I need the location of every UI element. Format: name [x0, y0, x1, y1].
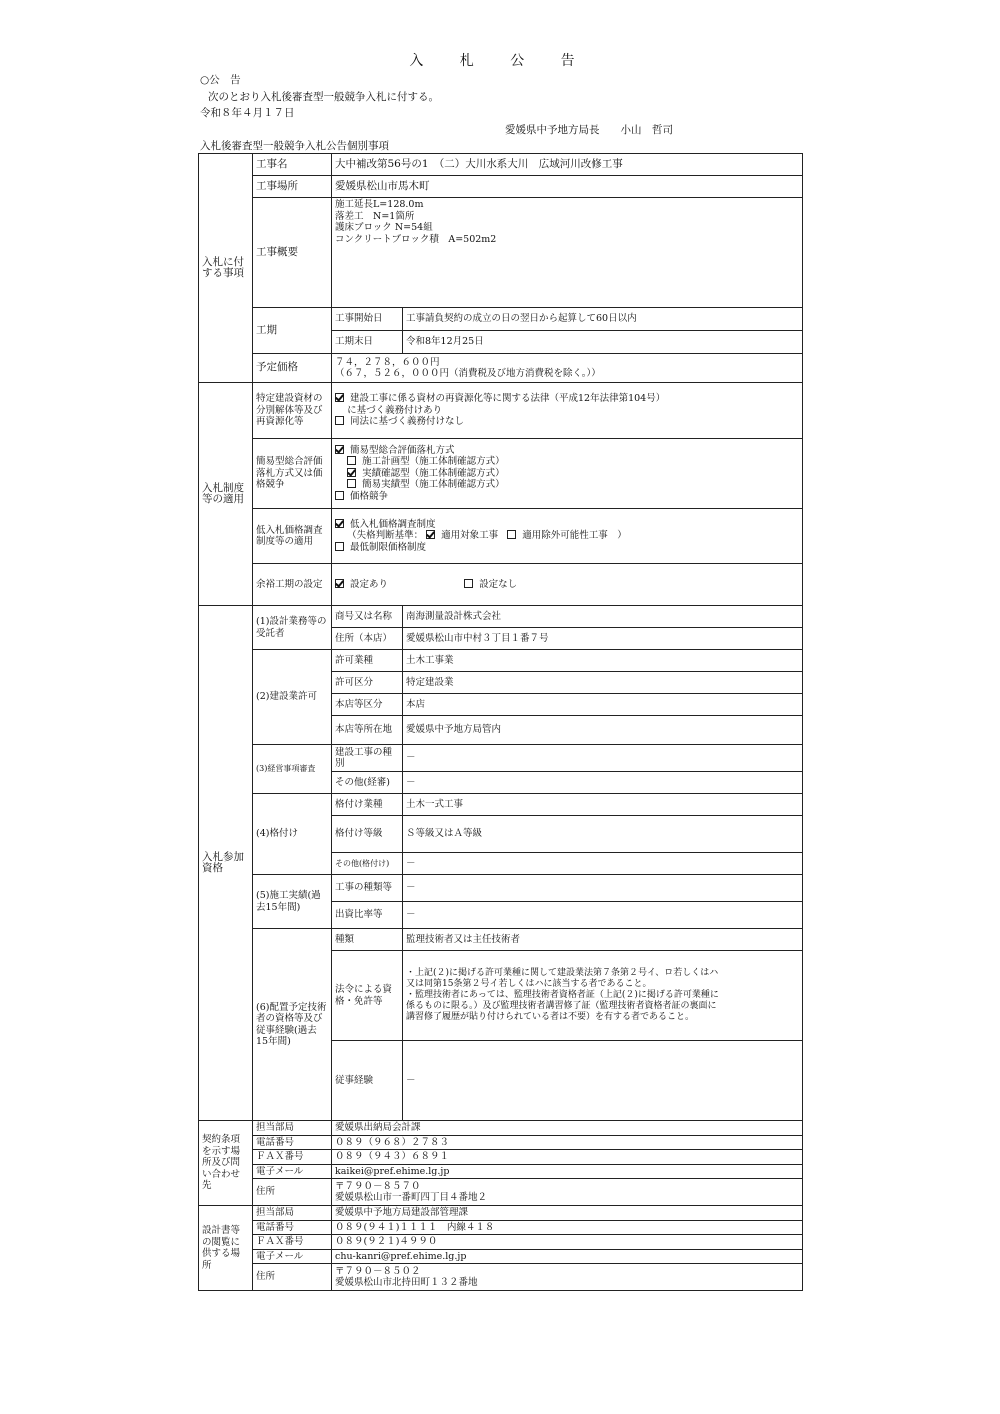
- checkbox-checked: [335, 519, 344, 528]
- low-sub-a: 適用対象工事: [441, 530, 499, 542]
- project-place-label: 工事場所: [253, 176, 332, 198]
- docs-zip: 〒７９０－８５０２: [335, 1265, 421, 1277]
- record-ratio: －: [403, 902, 803, 929]
- docs-tel-label: 電話番号: [253, 1220, 332, 1235]
- record-label: (5)施工実績(過去15年間): [253, 875, 332, 929]
- checkbox-unchecked: [335, 416, 344, 425]
- checkbox-unchecked: [335, 542, 344, 551]
- checkbox-unchecked: [507, 530, 516, 539]
- tender-table: [198, 153, 803, 1291]
- rank-type: 土木一式工事: [403, 794, 803, 816]
- end-value: 令和8年12月25日: [403, 331, 803, 354]
- recycle-opt1b: に基づく義務付けあり: [347, 404, 443, 416]
- notice-date: 令和８年４月１７日: [200, 107, 295, 119]
- design-addr: 愛媛県松山市中村３丁目１番７号: [403, 628, 803, 650]
- price-note: （６７，５２６，０００円（消費税及び地方消費税を除く。））: [335, 368, 601, 379]
- period-label: 工期: [253, 308, 332, 354]
- audit-kind-label: 建設工事の種別: [332, 745, 403, 772]
- docs-address: 愛媛県松山市北持田町１３２番地: [335, 1277, 478, 1288]
- section-qualification: 入札参加資格: [199, 606, 253, 1121]
- branch-label: 本店等区分: [332, 694, 403, 716]
- eval-options: [332, 439, 803, 509]
- audit-other: －: [403, 772, 803, 794]
- docs-dept-label: 担当部局: [253, 1206, 332, 1221]
- design-addr-label: 住所（本店）: [332, 628, 403, 650]
- rank-other: －: [403, 853, 803, 875]
- docs-fax: ０８９(９２１)４９９０: [332, 1235, 803, 1250]
- checkbox-checked: [335, 579, 344, 588]
- license-line: 又は同第15条第２号イ若しくはハに該当する者であること。: [406, 979, 652, 989]
- low-opt1: 低入札価格調査制度: [350, 518, 436, 530]
- recycle-label: 特定建設資材の分別解体等及び再資源化等: [253, 383, 332, 439]
- permit-class-label: 許可区分: [332, 672, 403, 694]
- recycle-options: [332, 383, 803, 439]
- summary-line: 落差工 N=1箇所: [335, 210, 415, 222]
- issuer: 愛媛県中予地方局長 小山 哲司: [505, 124, 673, 136]
- contract-addr-label: 住所: [253, 1179, 332, 1206]
- license-line: ・上記(２)に掲げる許可業種に関して建設業法第７条第２号イ、ロ若しくはハ: [406, 968, 719, 978]
- checkbox-checked: [335, 393, 344, 402]
- margin-label: 余裕工期の設定: [253, 564, 332, 606]
- recycle-opt2: 同法に基づく義務付けなし: [350, 416, 465, 428]
- page-title: 入 札 公 告: [409, 53, 591, 69]
- contract-dept-label: 担当部局: [253, 1121, 332, 1136]
- low-sub-b: 適用除外可能性工事 ）: [522, 530, 627, 542]
- design-name: 南海測量設計株式会社: [403, 606, 803, 628]
- price-value: [332, 354, 803, 383]
- contract-address: 愛媛県松山市一番町四丁目４番地２: [335, 1192, 488, 1203]
- project-place: 愛媛県松山市馬木町: [332, 176, 803, 198]
- docs-addr-label: 住所: [253, 1264, 332, 1291]
- margin-opt1: 設定あり: [350, 578, 389, 590]
- section-docs: 設計書等の閲覧に供する場所: [199, 1206, 253, 1291]
- checkbox-unchecked: [464, 579, 473, 588]
- license-line: 係るものに限る。）及び監理技術者講習修了証（監理技術者資格者証の裏面に: [406, 1001, 717, 1011]
- project-name: 大中補改第56号の1 （二）大川水系大川 広域河川改修工事: [332, 154, 803, 176]
- audit-kind: －: [403, 745, 803, 772]
- rank-grade-label: 格付け等級: [332, 816, 403, 853]
- contract-tel-label: 電話番号: [253, 1135, 332, 1150]
- contract-fax: ０８９（９４３）６８９１: [332, 1150, 803, 1165]
- summary-line: 施工延長L=128.0m: [335, 199, 424, 210]
- audit-label: (3)経営事項審査: [253, 745, 332, 794]
- low-sub-prefix: （失格判断基準：: [347, 530, 424, 542]
- table-title: 入札後審査型一般競争入札公告個別事項: [200, 140, 389, 152]
- docs-mail: chu-kanri@pref.ehime.lg.jp: [332, 1249, 803, 1264]
- project-summary-label: 工事概要: [253, 198, 332, 308]
- rank-type-label: 格付け業種: [332, 794, 403, 816]
- contract-mail: kaikei@pref.ehime.lg.jp: [332, 1164, 803, 1179]
- eval-label: 簡易型総合評価落札方式又は価格競争: [253, 439, 332, 509]
- eval-opt1b: 実績確認型（施工体制確認方式）: [362, 467, 505, 479]
- record-kind: －: [403, 875, 803, 902]
- permit-type-label: 許可業種: [332, 650, 403, 672]
- audit-other-label: その他(経審): [332, 772, 403, 794]
- section-contract: 契約条項を示す場所及び問い合わせ先: [199, 1121, 253, 1206]
- project-summary: [332, 198, 803, 308]
- contract-dept: 愛媛県出納局会計課: [332, 1121, 803, 1136]
- docs-fax-label: ＦＡＸ番号: [253, 1235, 332, 1250]
- eval-opt1c: 簡易実績型（施工体制確認方式）: [362, 479, 505, 491]
- eng-kind: 監理技術者又は主任技術者: [403, 929, 803, 951]
- recycle-opt1: 建設工事に係る資材の再資源化等に関する法律（平成12年法律第104号）: [350, 393, 666, 405]
- eng-exp: －: [403, 1041, 803, 1121]
- eng-license-label: 法令による資格・免許等: [332, 951, 403, 1041]
- eng-kind-label: 種類: [332, 929, 403, 951]
- start-label: 工事開始日: [332, 308, 403, 331]
- contract-mail-label: 電子メール: [253, 1164, 332, 1179]
- checkbox-checked: [426, 530, 435, 539]
- location: 愛媛県中予地方局管内: [403, 716, 803, 745]
- low-opt2: 最低制限価格制度: [350, 541, 427, 553]
- price-amount: ７４，２７８，６００円: [335, 356, 440, 368]
- end-label: 工期末日: [332, 331, 403, 354]
- branch: 本店: [403, 694, 803, 716]
- eval-opt1a: 施工計画型（施工体制確認方式）: [362, 456, 505, 468]
- low-options: [332, 509, 803, 564]
- contract-fax-label: ＦＡＸ番号: [253, 1150, 332, 1165]
- permit-label: (2)建設業許可: [253, 650, 332, 745]
- permit-type: 土木工事業: [403, 650, 803, 672]
- docs-dept: 愛媛県中予地方局建設部管理課: [332, 1206, 803, 1221]
- checkbox-unchecked: [347, 456, 356, 465]
- rank-grade: Ｓ等級又はＡ等級: [403, 816, 803, 853]
- rank-other-label: その他(格付け): [332, 853, 403, 875]
- location-label: 本店等所在地: [332, 716, 403, 745]
- license-line: ・監理技術者にあっては、監理技術者資格者証（上記(２)に掲げる許可業種に: [406, 990, 719, 1000]
- eng-license: [403, 951, 803, 1041]
- notice-body: 次のとおり入札後審査型一般競争入札に付する。: [208, 91, 439, 103]
- section-bid-items: 入札に付する事項: [199, 154, 253, 383]
- contract-zip: 〒７９０－８５７０: [335, 1180, 421, 1192]
- summary-line: コンクリートブロック積 A=502m2: [335, 233, 497, 245]
- checkbox-unchecked: [335, 491, 344, 500]
- contract-addr: [332, 1179, 803, 1206]
- price-label: 予定価格: [253, 354, 332, 383]
- eval-opt2: 価格競争: [350, 490, 389, 502]
- rank-label: (4)格付け: [253, 794, 332, 875]
- contract-tel: ０８９（９６８）２７８３: [332, 1135, 803, 1150]
- record-kind-label: 工事の種類等: [332, 875, 403, 902]
- record-ratio-label: 出資比率等: [332, 902, 403, 929]
- checkbox-unchecked: [347, 479, 356, 488]
- license-line: 講習修了履歴が貼り付けられている者は不要）を有する者であること。: [406, 1012, 695, 1022]
- permit-class: 特定建設業: [403, 672, 803, 694]
- margin-opt2: 設定なし: [479, 578, 518, 590]
- low-label: 低入札価格調査制度等の適用: [253, 509, 332, 564]
- project-name-label: 工事名: [253, 154, 332, 176]
- eng-exp-label: 従事経験: [332, 1041, 403, 1121]
- start-value: 工事請負契約の成立の日の翌日から起算して60日以内: [403, 308, 803, 331]
- docs-tel: ０８９(９４１)１１１１ 内線４１８: [332, 1220, 803, 1235]
- design-name-label: 商号又は名称: [332, 606, 403, 628]
- engineer-label: (6)配置予定技術者の資格等及び従事経験(過去15年間): [253, 929, 332, 1121]
- margin-options: [332, 564, 803, 606]
- notice-mark: ○公 告: [200, 74, 241, 86]
- eval-opt1: 簡易型総合評価落札方式: [350, 444, 455, 456]
- docs-mail-label: 電子メール: [253, 1249, 332, 1264]
- summary-line: 護床ブロック N=54組: [335, 222, 433, 233]
- checkbox-checked: [347, 468, 356, 477]
- design-label: (1)設計業務等の受託者: [253, 606, 332, 650]
- section-system: 入札制度等の適用: [199, 383, 253, 606]
- docs-addr: [332, 1264, 803, 1291]
- checkbox-checked: [335, 445, 344, 454]
